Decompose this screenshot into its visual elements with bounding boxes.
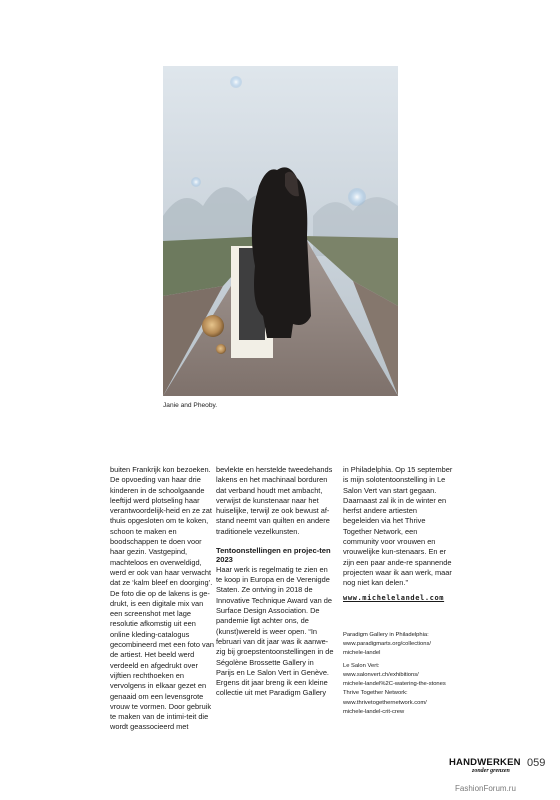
watermark: FashionForum.ru — [455, 784, 516, 793]
article-column-2 — [216, 465, 334, 699]
artist-website-link[interactable]: www.michelelandel.com — [343, 593, 445, 602]
article-column-1 — [110, 465, 214, 733]
body-paragraph: Haar werk is regelmatig te zien en te koop in Europa en de Verenigde Staten. Ze ontving in 2018 de Innovative Technique Award van de Surface Design Association. De pandemie ligt achter ons, de (kunst)wereld is weer open. “In februari van dit jaar was ik aanwe-zig bij groepstentoonstellingen in de Ségolène Brossette Gallery in Parijs en Le Salon Vert in Genève. Ergens dit jaar breng ik een kleine collectie uit met Paradigm Gallery — [216, 564, 334, 698]
photo-caption: Janie and Pheoby. — [163, 402, 218, 409]
link-url[interactable]: michele-landel-crit-crew — [343, 708, 405, 715]
body-paragraph: bevlekte en herstelde tweedehands lakens en het machinaal borduren dat verband houdt met ambacht, verwijst de kunstenaar naar het huiselijke, terwijl ze ook bewust af-stand neemt van quilten en andere traditionele vezelkunsten. — [216, 465, 333, 536]
body-paragraph: in Philadelphia. Op 15 september is mijn solotentoonstelling in Le Salon Vert van start gegaan. Daarnaast zal ik in de winter en herfst andere artiesten begeleiden via het Thrive Together Network, een community voor vrouwen en vrouwelijke kun-stenaars. En er zijn een paar ande-re spannende projecten waar ik aan werk, maar nog niet kan delen.” — [343, 465, 453, 588]
article-column-3 — [343, 465, 453, 717]
artwork-illustration — [163, 66, 398, 396]
magazine-logo: HANDWERKEN — [449, 757, 521, 768]
section-heading: Tentoonstellingen en projec-ten 2023 — [216, 546, 331, 565]
link-url[interactable]: Le Salon Vert: www.salonvert.ch/exhibitions/ — [343, 663, 419, 679]
link-url[interactable]: www.thrivetogethernetwork.com/ — [343, 699, 427, 706]
artwork-photo — [163, 66, 398, 396]
link-url[interactable]: www.paradigmarts.org/collections/ — [343, 640, 431, 647]
body-paragraph: De foto die op de lakens is ge-drukt, is een digitale mix van een screenshot met lage resolutie afkomstig uit een online kleding-catalogus gecombineerd met een foto van de artiest. Het beeld werd verdeeld en afgedrukt over vijftien rechthoeken en vervolgens in elkaar gezet en genaaid om een levensgrote vrouw te vormen. Door gebruik te maken van de intimi-teit die wordt geassocieerd met — [110, 588, 214, 732]
links-list — [343, 631, 453, 717]
body-paragraph: buiten Frankrijk kon bezoeken. De opvoeding van haar drie kinderen in de schoolgaande leeftijd werd plotseling haar verantwoordelijk-heid en ze zat thuis opgesloten om te koken, schoon te maken en boodschappen te doen voor haar gezin. Vastgepind, machteloos en overweldigd, werd er ook van haar verwacht dat ze ‘kalm bleef en doorging’. — [110, 465, 213, 588]
magazine-subtitle: zonder grenzen — [472, 768, 510, 774]
link-label: Thrive Together Network: — [343, 690, 408, 697]
link-url[interactable]: michele-landel — [343, 650, 381, 657]
page-number: 059 — [527, 757, 546, 769]
magazine-brand — [449, 757, 557, 783]
link-url[interactable]: michele-landel%2C-watering-the-stones — [343, 681, 446, 688]
link-label: Paradigm Gallery in Philadelphia: — [343, 631, 429, 638]
